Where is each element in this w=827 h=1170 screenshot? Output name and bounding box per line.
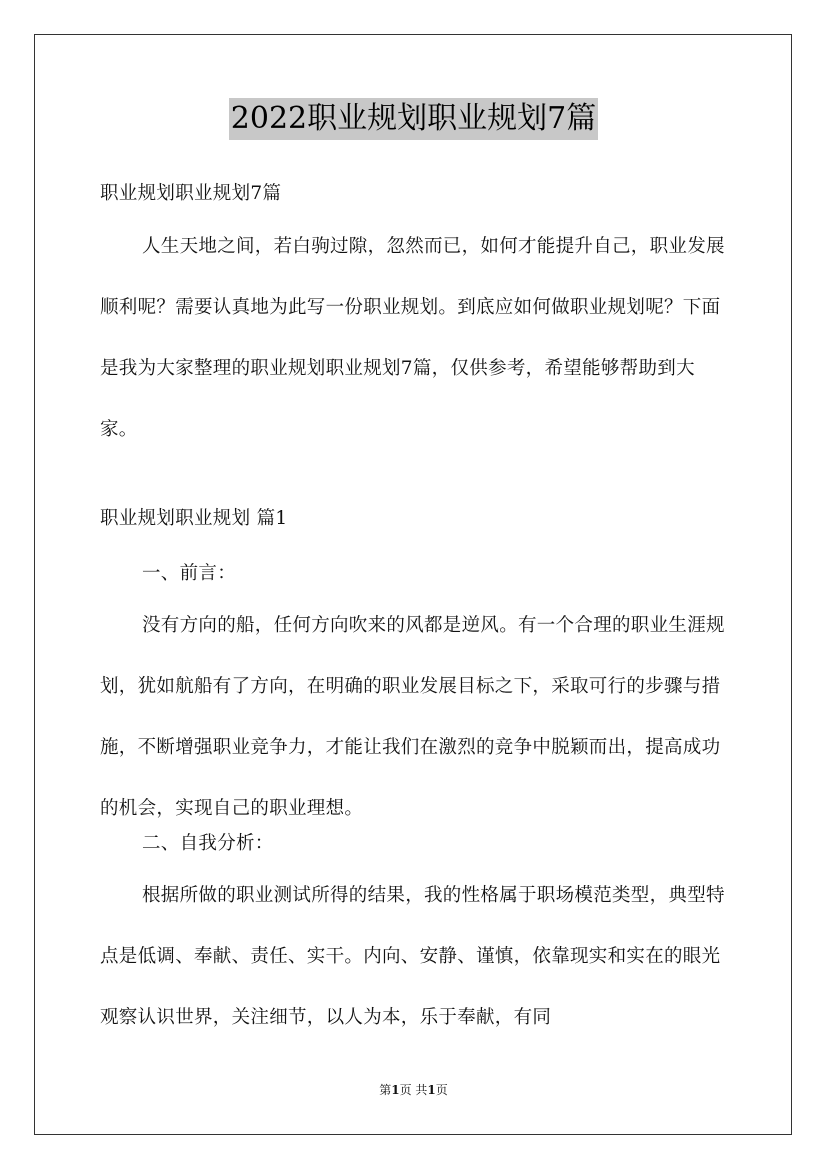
footer-page-mid: 页 共 — [399, 1083, 428, 1097]
footer-page-prefix: 第 — [379, 1083, 392, 1097]
section-heading: 职业规划职业规划 篇1 — [100, 508, 288, 529]
heading-self-analysis: 二、自我分析： — [142, 833, 274, 854]
footer-total-pages: 1 — [427, 1083, 436, 1097]
title-wrap — [0, 98, 827, 140]
document-subtitle: 职业规划职业规划7篇 — [100, 183, 282, 204]
self-analysis-paragraph: 根据所做的职业测试所得的结果，我的性格属于职场模范类型，典型特点是低调、奉献、责任、实干。内向、安静、谨慎，依靠现实和实在的眼光观察认识世界，关注细节，以人为本，乐于奉献，有同 — [100, 885, 725, 1028]
footer-page-number: 1 — [391, 1083, 400, 1097]
page-footer — [0, 1081, 827, 1098]
document-title: 2022职业规划职业规划7篇 — [229, 98, 598, 140]
heading-preface: 一、前言： — [142, 563, 237, 584]
footer-page-suffix: 页 — [435, 1083, 448, 1097]
intro-paragraph: 人生天地之间，若白驹过隙，忽然而已，如何才能提升自己，职业发展顺利呢？需要认真地为此写一份职业规划。到底应如何做职业规划呢？下面是我为大家整理的职业规划职业规划7篇，仅供参考，希望能够帮助到大家。 — [100, 236, 725, 440]
preface-paragraph: 没有方向的船，任何方向吹来的风都是逆风。有一个合理的职业生涯规划，犹如航船有了方向，在明确的职业发展目标之下，采取可行的步骤与措施，不断增强职业竞争力，才能让我们在激烈的竞争中脱颖而出，提高成功的机会，实现自己的职业理想。 — [100, 615, 725, 819]
